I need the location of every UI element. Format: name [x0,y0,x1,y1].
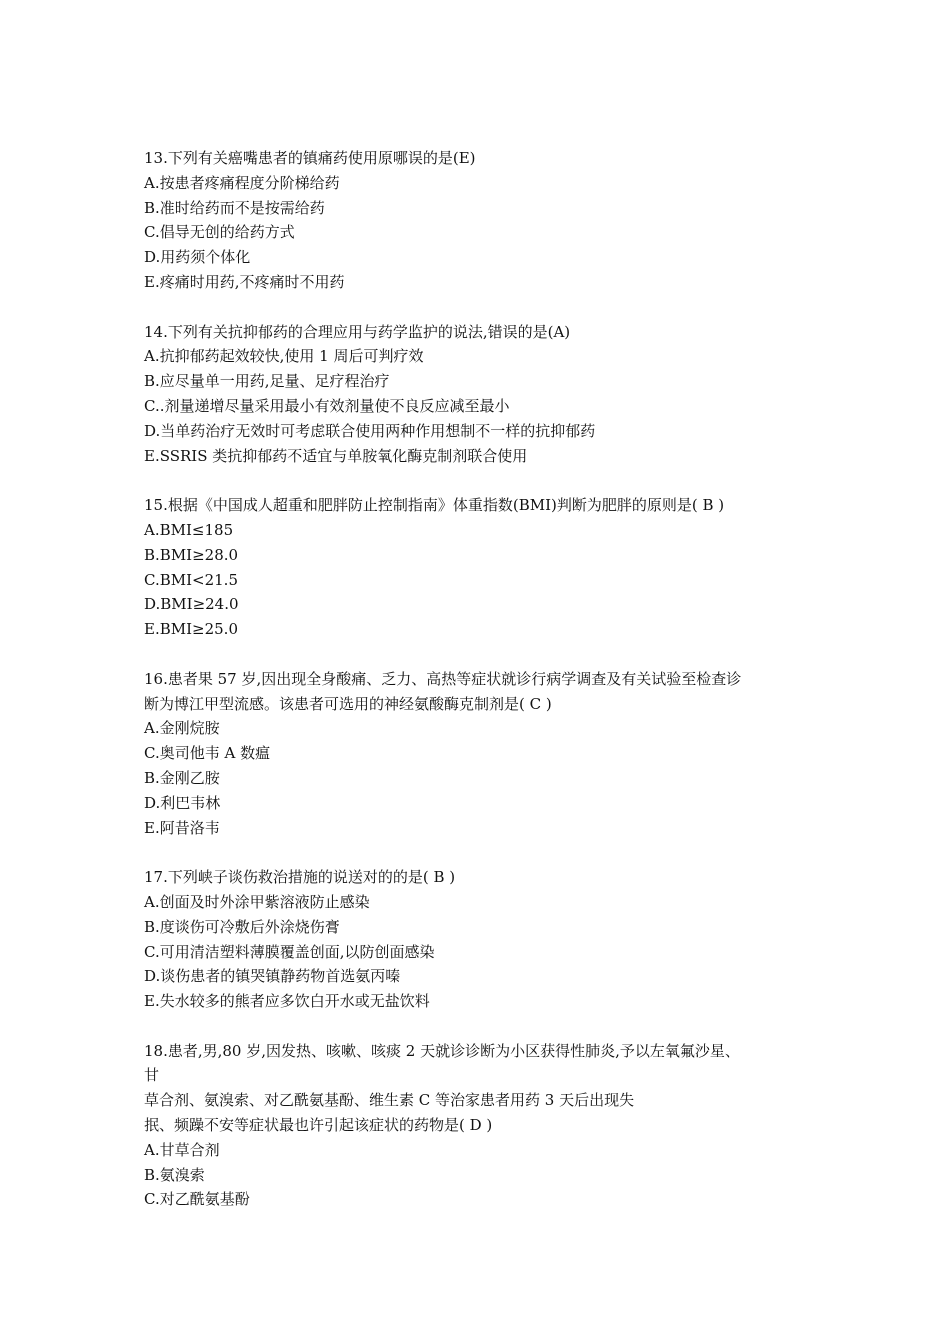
option-e: E.SSRIS 类抗抑郁药不适宜与单胺氧化酶克制剂联合使用 [144,446,528,465]
option-d: D.谈伤患者的镇哭镇静药物首选氨丙嗪 [144,967,401,986]
option-a: A.甘草合剂 [144,1140,220,1159]
question-stem: 13.下列有关癌嘴患者的镇痛药使用原哪误的是(E) [144,149,476,167]
option-b: B.氨溴索 [144,1165,205,1184]
question-stem: 14.下列有关抗抑郁药的合理应用与药学监护的说法,错误的是(A) [144,322,571,341]
option-c: C..剂量递增尽量采用最小有效剂量使不良反应减至最小 [144,396,510,415]
option-e: E.BMI≥25.0 [144,620,238,639]
question-15 [144,493,824,642]
option-a: A.按患者疼痛程度分阶梯给药 [144,173,340,192]
question-13 [144,146,824,295]
question-list [144,146,824,1237]
question-17 [144,865,824,1014]
question-stem-line-2: 甘 [144,1066,160,1085]
option-c: C.倡导无创的给药方式 [144,223,295,242]
question-stem-line-3: 草合剂、氨溴索、对乙酰氨基酚、维生素 C 等治家患者用药 3 天后出现失 [144,1091,635,1110]
option-c: C.BMI<21.5 [144,570,238,589]
option-b: B.度谈伤可冷敷后外涂烧伤膏 [144,917,340,936]
option-e: E.阿昔洛韦 [144,818,220,837]
option-a: A.创面及时外涂甲紫溶液防止感染 [144,892,370,911]
option-d: D.当单药治疗无效时可考虑联合使用两种作用想制不一样的抗抑郁药 [144,421,596,440]
option-d: D.BMI≥24.0 [144,595,239,614]
option-e: E.疼痛时用药,不疼痛时不用药 [144,272,345,291]
option-c: C.对乙酰氨基酚 [144,1190,250,1209]
option-a: A.抗抑郁药起效较快,使用 1 周后可判疗效 [144,347,424,366]
question-stem-line-1: 18.患者,男,80 岁,因发热、咳嗽、咳痰 2 天就诊诊断为小区获得性肺炎,予以左氧氟沙星、 [144,1041,740,1060]
option-d: D.用药须个体化 [144,248,251,267]
question-18 [144,1039,824,1213]
option-d: D.利巴韦林 [144,793,221,812]
option-c: C.奥司他韦 A 数瘟 [144,744,271,763]
option-b: B.应尽量单一用药,足量、足疗程治疗 [144,372,390,391]
option-a: A.金刚烷胺 [144,719,220,738]
option-c: C.可用清洁塑料薄膜覆盖创面,以防创面感染 [144,942,435,961]
option-b: B.BMI≥28.0 [144,545,239,564]
question-stem: 15.根据《中国成人超重和肥胖防止控制指南》体重指数(BMI)判断为肥胖的原则是( B ) [144,496,725,515]
question-stem-line-1: 16.患者果 57 岁,因出现全身酸痛、乏力、高热等症状就诊行病学调查及有关试验至检查诊 [144,669,742,688]
question-16 [144,667,824,841]
question-stem-line-2: 断为博江甲型流感。该患者可选用的神经氨酸酶克制剂是( C ) [144,694,552,713]
option-a: A.BMI≤185 [144,520,234,539]
option-e: E.失水较多的熊者应多饮白开水或无盐饮料 [144,992,430,1011]
option-b: B.准时给药而不是按需给药 [144,198,325,217]
question-14 [144,320,824,469]
option-b: B.金刚乙胺 [144,768,220,787]
question-stem-line-4: 抿、频躁不安等症状最也许引起该症状的药物是( D ) [144,1116,493,1135]
question-stem: 17.下列峡子谈伤救治措施的说送对的的是( B ) [144,868,456,887]
